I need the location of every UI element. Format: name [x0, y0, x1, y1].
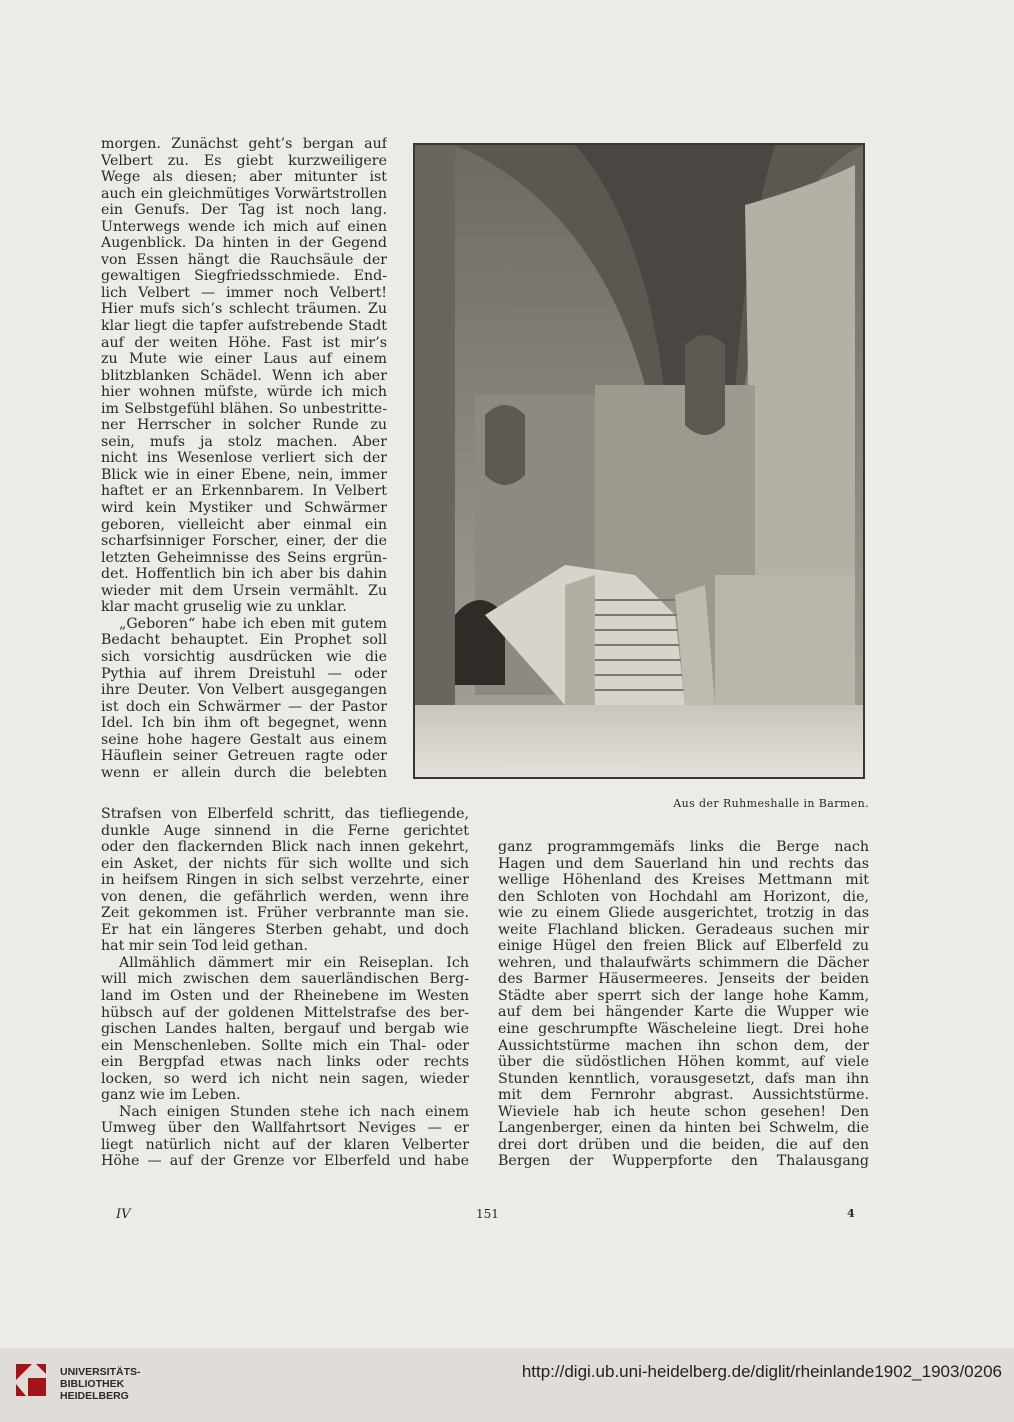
text-line: Augenblick. Da hinten in der Gegend: [101, 235, 387, 252]
text-line: Stunden kenntlich, vorausgesetzt, dafs man ihn: [498, 1070, 869, 1087]
text-line: lich Velbert — immer noch Velbert!: [101, 284, 387, 301]
text-line: hier wohnen müfste, würde ich mich: [101, 384, 387, 401]
text-line: Velbert zu. Es giebt kurzweiligere: [101, 152, 387, 169]
text-line: sein, mufs ja stolz machen. Aber: [101, 433, 387, 450]
text-line: „Geboren“ habe ich eben mit gutem: [119, 615, 387, 632]
text-line: Umweg über den Wallfahrtsort Neviges — er: [101, 1120, 469, 1137]
text-line: auch ein gleichmütiges Vorwärtstrollen: [101, 185, 387, 202]
text-line: Pythia auf ihrem Dreistuhl — oder: [101, 665, 387, 682]
text-line: Blick wie in einer Ebene, nein, immer: [101, 466, 387, 483]
text-line: Er hat ein längeres Sterben gehabt, und doch: [101, 921, 469, 938]
text-line: von denen, die gefährlich werden, wenn ihre: [101, 888, 469, 905]
photo-caption: Aus der Ruhmeshalle in Barmen.: [673, 797, 869, 810]
text-line: Bergen der Wupperpforte den Thalausgang: [498, 1153, 869, 1170]
text-line: wieder mit dem Ursein vermählt. Zu: [101, 582, 387, 599]
text-line: ner Herrscher in solcher Runde zu: [101, 417, 387, 434]
text-line: det. Hoffentlich bin ich aber bis dahin: [101, 566, 387, 583]
library-name: UNIVERSITÄTS- BIBLIOTHEK HEIDELBERG: [60, 1366, 141, 1402]
text-line: letzten Geheimnisse des Seins ergrün-: [101, 549, 387, 566]
text-line: wellige Höhenland des Kreises Mettmann mit: [498, 872, 869, 889]
text-line: hübsch auf der goldenen Mittelstrafse des ber-: [101, 1004, 469, 1021]
source-url[interactable]: http://digi.ub.uni-heidelberg.de/diglit/rheinlande1902_1903/0206: [521, 1362, 1002, 1381]
text-line: Bedacht behauptet. Ein Prophet soll: [101, 632, 387, 649]
text-line: Häuflein seiner Getreuen ragte oder: [101, 748, 387, 765]
text-line: blitzblanken Schädel. Wenn ich aber: [101, 367, 387, 384]
text-line: Nach einigen Stunden stehe ich nach einem: [119, 1103, 469, 1120]
text-line: Zeit gekommen ist. Früher verbrannte man sie.: [101, 905, 469, 922]
text-line: oder den flackernden Blick nach innen gekehrt,: [101, 839, 469, 856]
text-line: von Essen hängt die Rauchsäule der: [101, 251, 387, 268]
text-line: einige Hügel den freien Blick auf Elberfeld zu: [498, 938, 869, 955]
text-line: in heifsem Ringen in sich selbst verzehrte, einer: [101, 872, 469, 889]
text-line: locken, so werd ich nicht nein sagen, wieder: [101, 1070, 469, 1087]
text-line: ist doch ein Schwärmer — der Pastor: [101, 698, 387, 715]
text-line: wenn er allein durch die belebten: [101, 764, 387, 781]
text-line: den Schloten von Hochdahl am Horizont, die,: [498, 888, 869, 905]
text-line: Aussichtstürme machen ihn schon dem, der: [498, 1037, 869, 1054]
text-line: ganz programmgemäfs links die Berge nach: [498, 839, 869, 855]
text-column-right: [498, 839, 869, 1170]
text-line: sich vorsichtig ausdrücken wie die: [101, 648, 387, 665]
text-line: Hagen und dem Sauerland hin und rechts das: [498, 855, 869, 872]
text-line: mit dem Fernrohr abgrast. Aussichtstürme.: [498, 1087, 869, 1104]
text-line: Städte aber sperrt sich der lange hohe Kamm,: [498, 987, 869, 1004]
text-line: auf dem bei hängender Karte die Wupper wie: [498, 1004, 869, 1021]
text-line: ein Genufs. Der Tag ist noch lang.: [101, 202, 387, 219]
signature-mark-left: IV: [116, 1207, 131, 1222]
text-column-left: [101, 136, 387, 781]
photograph-ruhmeshalle-staircase: [413, 143, 865, 779]
text-line: klar macht gruselig wie zu unklar.: [101, 599, 347, 616]
text-line: über die südöstlichen Höhen kommt, auf viele: [498, 1054, 869, 1071]
text-line: Wieviele hab ich heute schon gesehen! Den: [498, 1103, 869, 1120]
text-line: Langenberger, einen da hinten bei Schwelm, die: [498, 1120, 869, 1137]
text-line: will mich zwischen dem sauerländischen Berg-: [101, 971, 469, 988]
text-line: Unterwegs wende ich mich auf einen: [101, 218, 387, 235]
text-line: wie zu einem Gliede ausgerichtet, trotzig in das: [498, 905, 869, 922]
text-line: gischen Landes halten, bergauf und bergab wie: [101, 1021, 469, 1038]
text-line: dunkle Auge sinnend in die Ferne gerichtet: [101, 822, 469, 839]
university-library-logo-icon: [12, 1360, 50, 1404]
text-line: Wege als diesen; aber mitunter ist: [101, 169, 387, 186]
text-line: hat mir sein Tod leid gethan.: [101, 938, 308, 955]
text-line: scharfsinniger Forscher, einer, der die: [101, 533, 387, 550]
text-line: ihre Deuter. Von Velbert ausgegangen: [101, 682, 387, 699]
text-line: Strafsen von Elberfeld schritt, das tiefliegende,: [101, 806, 469, 822]
text-line: morgen. Zunächst geht’s bergan auf: [101, 136, 387, 152]
text-line: eine geschrumpfte Wäscheleine liegt. Drei hohe: [498, 1021, 869, 1038]
text-line: ein Bergpfad etwas nach links oder rechts: [101, 1054, 469, 1071]
text-line: Idel. Ich bin ihm oft begegnet, wenn: [101, 715, 387, 732]
signature-mark-right: 4: [847, 1207, 855, 1220]
text-line: drei dort drüben und die beiden, die auf den: [498, 1136, 869, 1153]
text-line: des Barmer Häusermeeres. Jenseits der beiden: [498, 971, 869, 988]
library-footer-bar: [0, 1348, 1014, 1422]
text-line: Höhe — auf der Grenze vor Elberfeld und habe: [101, 1153, 469, 1170]
text-line: gewaltigen Siegfriedsschmiede. End-: [101, 268, 387, 285]
text-line: seine hohe hagere Gestalt aus einem: [101, 731, 387, 748]
text-line: haftet er an Erkennbarem. In Velbert: [101, 483, 387, 500]
text-line: liegt natürlich nicht auf der klaren Velberter: [101, 1136, 469, 1153]
text-line: Allmählich dämmert mir ein Reiseplan. Ich: [119, 954, 469, 971]
text-line: ein Menschenleben. Sollte mich ein Thal- oder: [101, 1037, 469, 1054]
page-number: 151: [476, 1207, 499, 1221]
text-line: land im Osten und der Rheinebene im Westen: [101, 988, 469, 1005]
text-line: klar liegt die tapfer aufstrebende Stadt: [101, 318, 387, 335]
text-line: ein Asket, der nichts für sich wollte und sich: [101, 855, 469, 872]
text-line: geboren, vielleicht aber einmal ein: [101, 516, 387, 533]
text-line: wehren, und thalaufwärts schimmern die Dächer: [498, 954, 869, 971]
text-line: zu Mute wie einer Laus auf einem: [101, 351, 387, 368]
text-line: weite Flachland blicken. Geradeaus suchen mir: [498, 921, 869, 938]
text-line: ganz wie im Leben.: [101, 1087, 241, 1104]
text-column-full-width: [101, 806, 469, 1170]
text-line: wird kein Mystiker und Schwärmer: [101, 500, 387, 517]
text-line: auf der weiten Höhe. Fast ist mir’s: [101, 334, 387, 351]
text-line: Hier mufs sich’s schlecht träumen. Zu: [101, 301, 387, 318]
text-line: im Selbstgefühl blähen. So unbestritte-: [101, 400, 387, 417]
text-line: nicht ins Wesenlose verliert sich der: [101, 450, 387, 467]
